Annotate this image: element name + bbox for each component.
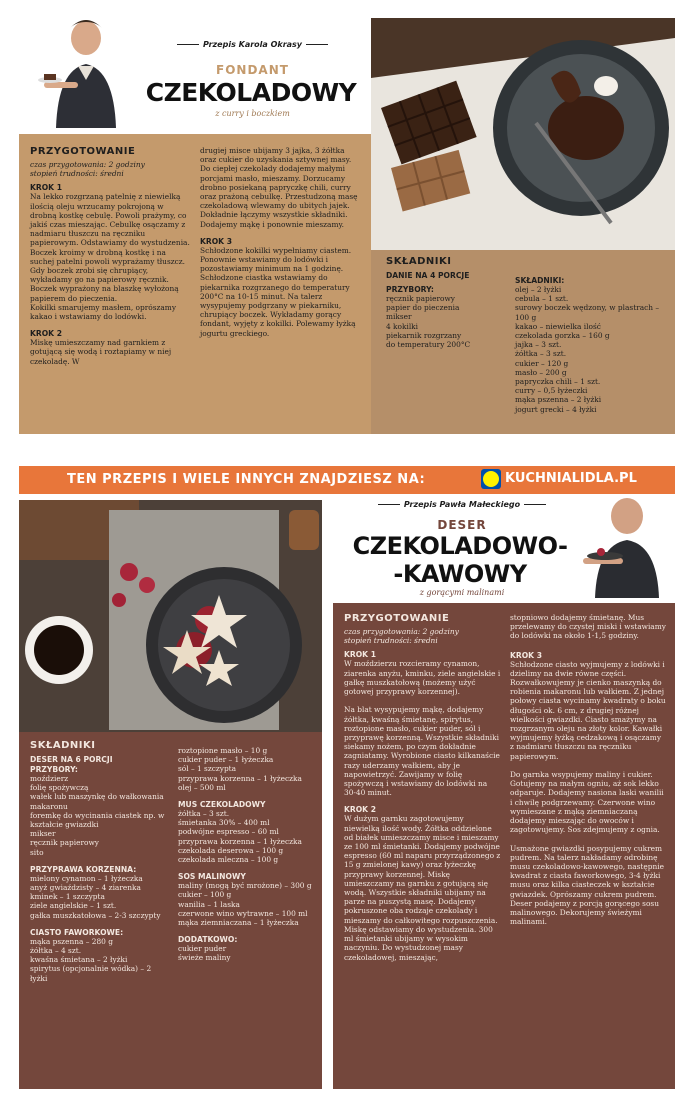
prep-heading: PRZYGOTOWANIE (30, 146, 136, 157)
recipe2-subtitle: DESER (437, 518, 487, 532)
recipe1-ingr-col1 (386, 256, 511, 349)
recipe2-ingr-col2 (178, 746, 316, 963)
spice-list: mielony cynamon – 1 łyżeczka anyż gwiaździsty – 4 ziarenka kminek – 1 szczypta ziele angielskie – 1 szt. gałka muszkatołowa – 2-3 szczypty (30, 873, 161, 920)
tools-list-2: moździerz folię spożywczą wałek lub maszynkę do wałkowania makaronu foremkę do wycinania ciastek np. w kształcie gwiazdki mikser ręcznik papierowy sito (30, 774, 165, 857)
step2-text-2-cont: stopniowo dodajemy śmietanę. Mus przelewamy do czystej miski i wstawiamy do lodówki na około 1-1,5 godziny. (510, 613, 666, 641)
dough-list: mąka pszenna – 280 g żółtka – 4 szt. kwaśna śmietana – 2 łyżki spirytus (opcjonalnie wódka) – 2 łyżki (30, 936, 152, 983)
recipe1-title: CZEKOLADOWY (145, 78, 357, 107)
step3-text: Schłodzone kokilki wypełniamy ciastem. Ponownie wstawiamy do lodówki i pozostawiamy minimum na 1 godzinę. Schłodzone ciastka wstawiamy do piekarnika rozgrzanego do temperatury 200°C na 10-15 minut. Na talerz wysypujemy podgrzany w piekarniku, chrupiący boczek. Wykładamy gorący fondant, wyjęty z kokilki. Polewamy łyżką jogurtu greckiego. (200, 245, 356, 338)
recipe1-col1 (30, 146, 190, 366)
recipe2-col1 (344, 613, 501, 962)
chef-photo-karol (34, 10, 134, 130)
ingredients-heading: SKŁADNIKI (386, 256, 452, 267)
step2-heading-2: KROK 2 (344, 805, 376, 815)
step2-text: Miskę umieszczamy nad garnkiem z gotującą się wodą i roztapiamy w niej czekoladę. W (30, 338, 172, 366)
prep-heading-2: PRZYGOTOWANIE (344, 613, 450, 624)
step1-text: Na lekko rozgrzaną patelnię z niewielką ilością oleju wrzucamy pokrojoną w drobną kostkę cebulę. Powoli prażymy, co jakiś czas mieszając. Cebulkę osączamy z nadmiaru tłuszczu na ręczniku papierowym. Odstawiamy do wystudzenia. Boczek kroimy w drobną kostkę i na suchej patelni powoli wyprażamy tłuszcz. Gdy boczek zrobi się chrupiący, wykładamy go na papierowy ręcznik. Boczek wyprażony na blaszkę wyłożoną papierem do pieczenia. Kokilki smarujemy masłem, oprószamy kakao i wstawiamy do lodówki. (30, 192, 190, 322)
dessert-photo (19, 500, 322, 732)
step3-heading-2: KROK 3 (510, 650, 542, 660)
mus-list: żółtka – 3 szt. śmietanka 30% – 400 ml podwójne espresso – 60 ml przyprawa korzenna – 1 łyżeczka czekolada deserowa – 100 g czekolada mleczna – 100 g (178, 809, 302, 865)
banner-text: TEN PRZEPIS I WIELE INNYCH ZNAJDZIESZ NA: (67, 472, 426, 487)
tools-list: ręcznik papierowy papier do pieczenia mikser 4 kokilki piekarnik rozgrzany do temperatury 200°C (386, 294, 471, 350)
banner-site[interactable]: KUCHNIALIDLA.PL (505, 471, 637, 486)
portions-2: DESER NA 6 PORCJI (30, 755, 113, 764)
step2-heading: KROK 2 (30, 329, 62, 339)
lidl-logo-inner (483, 471, 499, 487)
recipe2-title-2: -KAWOWY (393, 560, 527, 588)
step3-text-2: Schłodzone ciasto wyjmujemy z lodówki i dzielimy na dwie równe części. Rozwałkowujemy je cienko maszynką do robienia makaronu lub wałkiem. Z jednej połowy ciasta wycinamy kwadraty o boku długości ok. 6 cm, z drugiej różnej wielkości gwiazdki. Ciasto smażymy na rozgrzanym oleju na złoty kolor. Kawałki wyjmujemy łyżką cedzakową i osączamy z nadmiaru tłuszczu na ręczniku papierowym. Do garnka wsypujemy maliny i cukier. Gotujemy na małym ogniu, aż sok lekko odparuje. Dodajemy nasiona laski wanilii i chwilę podgrzewamy. Czerwone wino wymieszane z mąką ziemniaczaną dodajemy mieszając do owoców i zagotowujemy. Sos zdejmujemy z ognia. Usmażone gwiazdki posypujemy cukrem pudrem. Na talerz nakładamy odrobinę musu czekoladowo-kawowego, następnie kwadrat z ciasta faworkowego, 3-4 łyżki musu oraz kilka ciasteczek w kształcie gwiazdek. Oprószamy cukrem pudrem. Deser podajemy z porcją gorącego sosu malinowego. Dekorujemy świeżymi malinami. (510, 659, 666, 927)
step3-heading: KROK 3 (200, 236, 232, 246)
tools-heading: PRZYBORY: (386, 285, 434, 294)
recipe1-col2 (200, 146, 360, 338)
mus-heading: MUS CZEKOLADOWY (178, 800, 266, 810)
tools-heading-2: PRZYBORY: (30, 765, 78, 774)
sos-heading: SOS MALINOWY (178, 872, 246, 882)
dough-heading: CIASTO FAWORKOWE: (30, 927, 124, 937)
recipe2-ingr-col1 (30, 740, 170, 983)
step1-heading-2: KROK 1 (344, 650, 376, 660)
ingredients-heading-2: SKŁADNIKI (30, 740, 96, 751)
byline-pawel: Przepis Pawła Małeckiego (352, 500, 572, 509)
recipe1-subtitle: FONDANT (216, 63, 289, 77)
recipe2-title-1: CZEKOLADOWO- (352, 532, 568, 560)
byline-karol: Przepis Karola Okrasy (150, 40, 355, 49)
ingr-list: olej – 2 łyżki cebula – 1 szt. surowy boczek wędzony, w plastrach – 100 g kakao – niewielka ilość czekolada gorzka – 160 g jajka – 3 szt. żółtka – 3 szt. cukier – 120 g masło – 200 g papryczka chili – 1 szt. curry – 0,5 łyżeczki mąka pszenna – 2 łyżki jogurt grecki – 4 łyżki (515, 285, 660, 414)
step1-heading: KROK 1 (30, 183, 62, 193)
dough-list-cont: roztopione masło – 10 g cukier puder – 1 łyżeczka sól – 1 szczypta przyprawa korzenna – 1 łyżeczka olej – 500 ml (178, 746, 302, 792)
step2-text-cont: drugiej misce ubijamy 3 jajka, 3 żółtka oraz cukier do uzyskania sztywnej masy. Do ciepłej czekolady dodajemy małymi porcjami masło, mieszamy. Dorzucamy drobno posiekaną papryczkę chili, curry oraz prażoną cebulkę. Przestudzoną masę czekoladową wlewamy do ubitych jajek. Dokładnie łączymy wszystkie składniki. Dodajemy mąkę i ponownie mieszamy. (200, 146, 358, 229)
recipe2-tagline: z gorącymi malinami (419, 588, 505, 597)
lidl-logo (481, 469, 501, 489)
extra-heading: DODATKOWO: (178, 935, 238, 945)
recipe1-tagline: z curry i boczkiem (215, 109, 290, 118)
fondant-photo (371, 18, 675, 250)
spice-heading: PRZYPRAWA KORZENNA: (30, 864, 137, 874)
step1-text-2: W moździerzu rozcieramy cynamon, ziarenka anyżu, kminku, ziele angielskie i gałkę muszkatołową (możemy użyć gotowej przyprawy korzennej). Na blat wysypujemy mąkę, dodajemy żółtka, kwaśną śmietanę, spirytus, roztopione masło, cukier puder, sól i przyprawę korzenną. Wszystkie składniki siekamy nożem, po czym dokładnie zagniatamy. Wyrobione ciasto kilkanaście razy uderzamy wałkiem, aby je napowietrzyć. Zawijamy w folię spożywczą i wstawiamy do lodówki na 30-40 minut. (344, 659, 501, 798)
extra-list: cukier puder świeże maliny (178, 944, 231, 963)
chef-photo-pawel (575, 490, 675, 600)
prep-meta: czas przygotowania: 2 godziny stopień trudności: średni (30, 160, 145, 179)
recipe2-col2 (510, 613, 667, 927)
step2-text-2: W dużym garnku zagotowujemy niewielką ilość wody. Żółtka oddzielone od białek umieszczamy misce i mieszamy ze 100 ml śmietanki. Dodajemy podwójne espresso (60 ml naparu przyrządzonego z 15 g zmielonej kawy) oraz łyżeczkę przyprawy korzennej. Miskę umieszczamy na garnku z gotującą się wodą. Wszystkie składniki ubijamy na parze na puszystą masę. Dodajemy pokruszone oba rodzaje czekolady i mieszamy do całkowitego rozpuszczenia. Miskę odstawiamy do wystudzenia. 300 ml śmietanki ubijamy w wysokim naczyniu. Do wystudzonej masy czekoladowej, mieszając, (344, 814, 501, 962)
sos-list: maliny (mogą być mrożone) – 300 g cukier – 100 g wanilia – 1 laska czerwone wino wytrawne – 100 ml mąka ziemniaczana – 1 łyżeczka (178, 881, 312, 928)
ingr-list-heading: SKŁADNIKI: (515, 276, 565, 285)
prep-meta-2: czas przygotowania: 2 godziny stopień trudności: średni (344, 627, 459, 646)
recipe1-ingr-col2 (515, 276, 665, 414)
portions: DANIE NA 4 PORCJE (386, 271, 470, 280)
